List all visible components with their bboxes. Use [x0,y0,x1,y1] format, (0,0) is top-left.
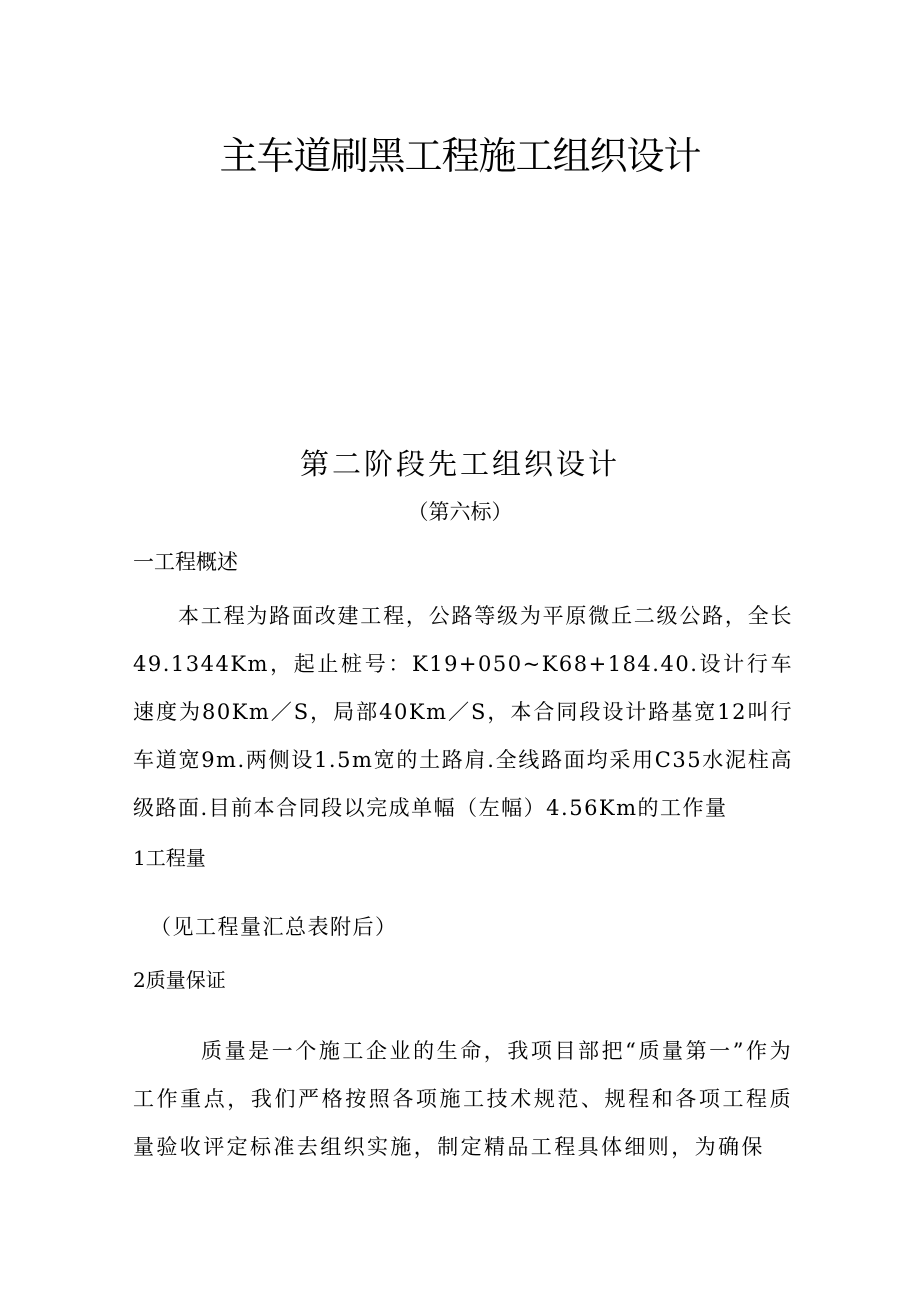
subheading-quality: 2质量保证 [133,968,226,992]
overview-paragraph: 本工程为路面改建工程，公路等级为平原微丘二级公路，全长49.1344Km，起止桩号：K19+050~K68+184.40.设计行车速度为80Km／S，局部40Km／S，本合同段设计路基宽12叫行车道宽9m.两侧设1.5m宽的土路肩.全线路面均采用C35水泥柱高级路面.目前本合同段以完成单幅（左幅）4.56Km的工作量 [133,604,793,820]
section-tag: （第六标） [407,500,513,524]
subheading-quantity: 1工程量 [133,846,206,870]
quality-paragraph: 质量是一个施工企业的生命，我项目部把“质量第一”作为工作重点，我们严格按照各项施工技术规范、规程和各项工程质量验收评定标准去组织实施，制定精品工程具体细则，为确保 [133,1039,793,1159]
sub-title: 第二阶段先工组织设计 [299,447,620,481]
section-heading-overview: 一工程概述 [133,550,238,574]
quantity-note: （见工程量汇总表附后） [150,915,398,939]
main-title: 主车道刷黑工程施工组织设计 [219,134,701,178]
